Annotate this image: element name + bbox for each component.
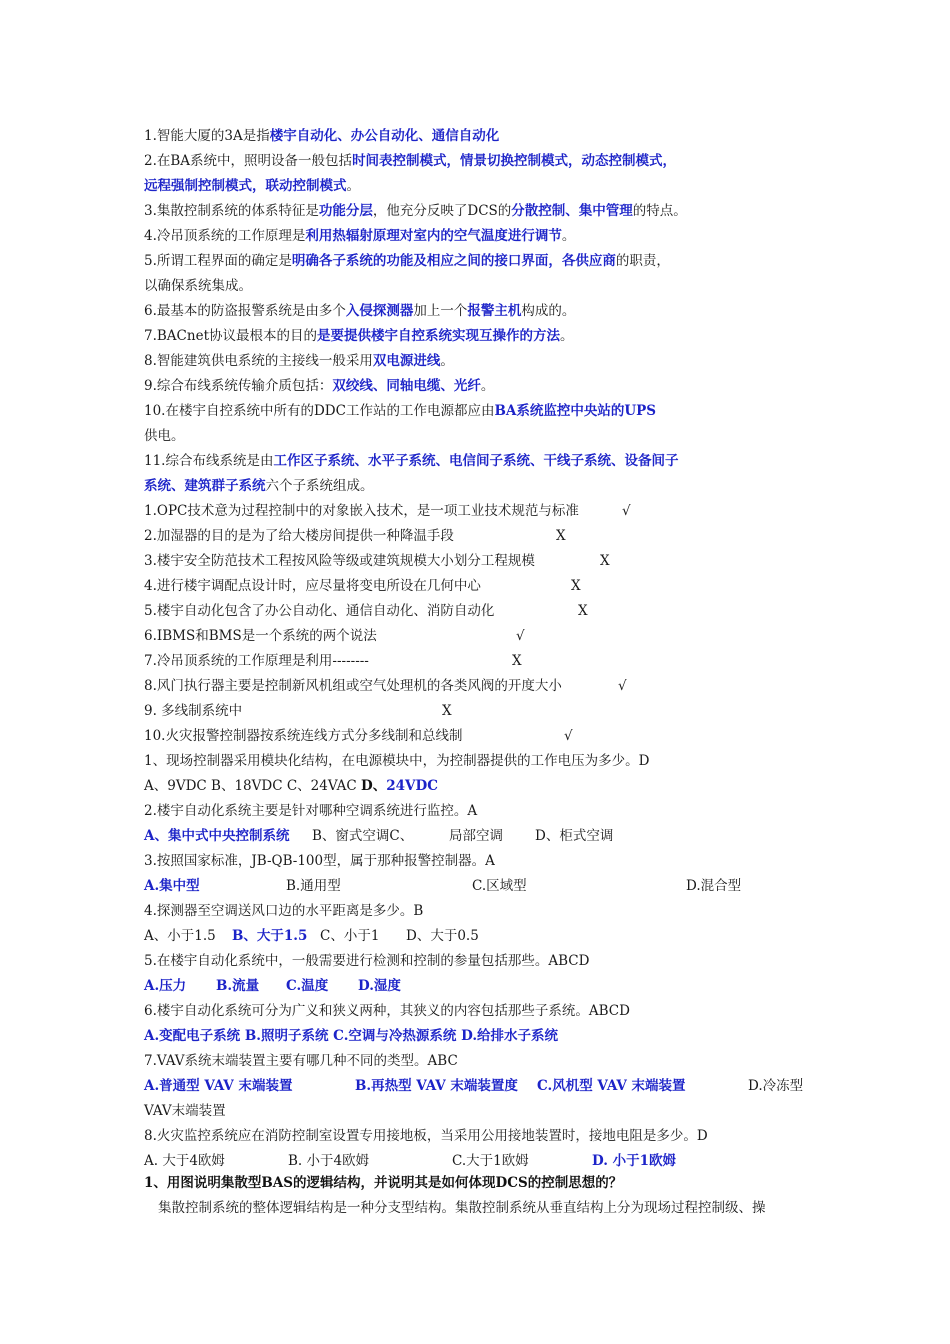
judge-mark: X xyxy=(578,603,588,619)
question-text: 1、现场控制器采用模块化结构，在电源模块中，为控制器提供的工作电压为多少。D xyxy=(144,753,650,769)
answer-text: B.再热型 VAV 末端装置度 xyxy=(355,1078,518,1094)
judge-item xyxy=(144,624,844,648)
question-text: 2.楼宇自动化系统主要是针对哪种空调系统进行监控。A xyxy=(144,803,478,819)
answer-text: 分散控制、集中管理 xyxy=(511,203,633,219)
fill-q6 xyxy=(144,299,575,323)
answer-label: D、 xyxy=(361,778,387,794)
question-text: 4.探测器至空调送风口边的水平距离是多少。B xyxy=(144,903,424,919)
question-text: 1.智能大厦的3A是指 xyxy=(144,128,270,144)
judge-mark: √ xyxy=(618,678,627,694)
fill-q2 xyxy=(144,149,676,173)
answer-text: D. 小于1欧姆 xyxy=(592,1153,677,1169)
answer-text: A.集中型 xyxy=(144,878,200,894)
question-text: 10.在楼宇自控系统中所有的DDC工作站的工作电源都应由 xyxy=(144,403,495,419)
judge-text: 9. 多线制系统中 xyxy=(144,703,243,719)
question-text: 6.楼宇自动化系统可分为广义和狭义两种，其狭义的内容包括那些子系统。ABCD xyxy=(144,1003,630,1019)
option-c: C.区域型 xyxy=(472,878,527,894)
fill-q2-cont xyxy=(144,174,360,198)
question-text: 7.VAV系统末端装置主要有哪几种不同的类型。ABC xyxy=(144,1053,458,1069)
judge-text: 4.进行楼宇调配点设计时，应尽量将变电所设在几何中心 xyxy=(144,578,481,594)
question-text: 9.综合布线系统传输介质包括： xyxy=(144,378,333,394)
choice-q3 xyxy=(144,849,495,873)
answer-text: 是要提供楼宇自控系统实现互操作的方法 xyxy=(317,328,560,344)
judge-mark: X xyxy=(512,653,522,669)
choice-q2 xyxy=(144,799,477,823)
question-text: ，他充分反映了DCS的 xyxy=(372,203,512,219)
question-text: 3.集散控制系统的体系特征是 xyxy=(144,203,319,219)
option-d: D、柜式空调 xyxy=(535,828,614,844)
choice-q5 xyxy=(144,949,589,973)
question-text: 5.所谓工程界面的确定是 xyxy=(144,253,292,269)
answer-text: C.风机型 VAV 末端装置 xyxy=(537,1078,686,1094)
answer-text: A.变配电子系统 B.照明子系统 C.空调与冷热源系统 D.给排水子系统 xyxy=(144,1028,559,1044)
option-a: A、小于1.5 xyxy=(144,928,216,944)
choice-q7-cont xyxy=(144,1099,226,1123)
question-text: 。 xyxy=(560,328,574,344)
choice-q6 xyxy=(144,999,630,1023)
judge-item xyxy=(144,524,844,548)
question-text: 。 xyxy=(440,353,454,369)
judge-text: 3.楼宇安全防范技术工程按风险等级或建筑规模大小划分工程规模 xyxy=(144,553,535,569)
answer-text: 时间表控制模式，情景切换控制模式，动态控制模式， xyxy=(352,153,677,169)
question-text: 2.在BA系统中，照明设备一般包括 xyxy=(144,153,353,169)
judge-item xyxy=(144,499,844,523)
answer-text: B、大于1.5 xyxy=(232,928,308,944)
judge-text: 6.IBMS和BMS是一个系统的两个说法 xyxy=(144,628,377,644)
answer-text: 双电源进线 xyxy=(372,353,441,369)
judge-item xyxy=(144,674,844,698)
fill-q7 xyxy=(144,324,574,348)
choice-q7 xyxy=(144,1049,458,1073)
option-b: B. 小于4欧姆 xyxy=(288,1153,370,1169)
judge-item xyxy=(144,724,844,748)
option-d: D.冷冻型 xyxy=(748,1078,804,1094)
judge-text: 10.火灾报警控制器按系统连线方式分多线制和总线制 xyxy=(144,728,463,744)
choice-q2-options xyxy=(144,824,844,848)
judge-mark: √ xyxy=(564,728,573,744)
choice-q8 xyxy=(144,1124,708,1148)
fill-q5-cont xyxy=(144,274,252,298)
option-d: D、大于0.5 xyxy=(406,928,479,944)
question-text: 。 xyxy=(561,228,576,244)
fill-q4 xyxy=(144,224,575,248)
answer-text: 功能分层 xyxy=(318,203,373,219)
answer-text: 入侵探测器 xyxy=(345,303,414,319)
option-a: A. 大于4欧姆 xyxy=(144,1153,225,1169)
fill-q10 xyxy=(144,399,656,423)
choice-q5-options xyxy=(144,974,844,998)
judge-item xyxy=(144,574,844,598)
question-text: 4.冷吊顶系统的工作原理是 xyxy=(144,228,306,244)
question-text: 供电。 xyxy=(144,428,185,444)
question-text: 3.按照国家标准，JB-QB-100型，属于那种报警控制器。A xyxy=(144,853,495,869)
judge-mark: X xyxy=(600,553,610,569)
question-text: 8.火灾监控系统应在消防控制室设置专用接地板，当采用公用接地装置时，接地电阻是多少。D xyxy=(144,1128,708,1144)
answer-text: A.普通型 VAV 末端装置 xyxy=(144,1078,293,1094)
judge-mark: √ xyxy=(516,628,525,644)
question-text: 7.BACnet协议最根本的目的 xyxy=(144,328,317,344)
fill-q8 xyxy=(144,349,454,373)
judge-mark: X xyxy=(556,528,566,544)
fill-q11 xyxy=(144,449,678,473)
answer-text: D.湿度 xyxy=(358,978,401,994)
answer-text: 明确各子系统的功能及相应之间的接口界面，各供应商 xyxy=(291,253,616,269)
answer-text: BA系统监控中央站的UPS xyxy=(494,403,657,419)
question-text: 5.在楼宇自动化系统中，一般需要进行检测和控制的参量包括那些。ABCD xyxy=(144,953,590,969)
option-c: C、小于1 xyxy=(320,928,380,944)
question-text: 六个子系统组成。 xyxy=(265,478,374,494)
answer-text: 系统、建筑群子系统 xyxy=(144,478,266,494)
question-text: 6.最基本的防盗报警系统是由多个 xyxy=(144,303,346,319)
judge-mark: √ xyxy=(622,503,631,519)
question-text: 11.综合布线系统是由 xyxy=(144,453,274,469)
answer-text: A、集中式中央控制系统 xyxy=(144,828,290,844)
choice-q1 xyxy=(144,749,649,773)
question-text: 的职责， xyxy=(615,253,670,269)
fill-q10-cont xyxy=(144,424,185,448)
choice-q6-options xyxy=(144,1024,558,1048)
option-c: C.大于1欧姆 xyxy=(452,1153,529,1169)
question-text: 8.智能建筑供电系统的主接线一般采用 xyxy=(144,353,373,369)
option-d: D.混合型 xyxy=(686,878,742,894)
judge-item xyxy=(144,549,844,573)
question-text: 以确保系统集成。 xyxy=(144,278,252,294)
judge-item xyxy=(144,649,844,673)
judge-text: 8.风门执行器主要是控制新风机组或空气处理机的各类风阀的开度大小 xyxy=(144,678,562,694)
choice-q4 xyxy=(144,899,423,923)
judge-item xyxy=(144,699,844,723)
question-text: 加上一个 xyxy=(413,303,468,319)
essay-question: 1、用图说明集散型BAS的逻辑结构，并说明其是如何体现DCS的控制思想的？ xyxy=(144,1175,623,1191)
judge-text: 7.冷吊顶系统的工作原理是利用-------- xyxy=(144,653,369,669)
judge-text: 5.楼宇自动化包含了办公自动化、通信自动化、消防自动化 xyxy=(144,603,495,619)
fill-q5 xyxy=(144,249,670,273)
essay-answer: 集散控制系统的整体逻辑结构是一种分支型结构。集散控制系统从垂直结构上分为现场过程控制级、操 xyxy=(158,1200,766,1216)
fill-q11-cont xyxy=(144,474,374,498)
judge-mark: X xyxy=(571,578,581,594)
answer-text: 远程强制控制模式，联动控制模式 xyxy=(144,178,347,194)
answer-text: 工作区子系统、水平子系统、电信间子系统、干线子系统、设备间子 xyxy=(273,453,679,469)
option-b: B.通用型 xyxy=(286,878,341,894)
answer-text: 楼宇自动化、办公自动化、通信自动化 xyxy=(269,128,500,144)
answer-text: 双绞线、同轴电缆、光纤 xyxy=(332,378,481,394)
options-text: VAV末端装置 xyxy=(144,1103,226,1119)
answer-text: B.流量 xyxy=(216,978,260,994)
option-c: 局部空调 xyxy=(449,828,503,844)
question-text: 。 xyxy=(346,178,360,194)
fill-q1 xyxy=(144,124,499,148)
answer-text: A.压力 xyxy=(144,978,187,994)
question-text: 的特点。 xyxy=(632,203,687,219)
judge-text: 1.OPC技术意为过程控制中的对象嵌入技术，是一项工业技术规范与标准 xyxy=(144,503,579,519)
question-text: 构成的。 xyxy=(521,303,576,319)
judge-mark: X xyxy=(442,703,452,719)
choice-q4-options xyxy=(144,924,844,948)
answer-text: C.温度 xyxy=(286,978,329,994)
answer-text: 报警主机 xyxy=(467,303,522,319)
answer-text: 24VDC xyxy=(386,778,438,794)
choice-q1-options xyxy=(144,774,438,798)
judge-text: 2.加湿器的目的是为了给大楼房间提供一种降温手段 xyxy=(144,528,454,544)
choice-q3-options xyxy=(144,874,844,898)
answer-text: 利用热辐射原理对室内的空气温度进行调节 xyxy=(305,228,562,244)
fill-q9 xyxy=(144,374,494,398)
judge-item xyxy=(144,599,844,623)
choice-q7-options xyxy=(144,1074,844,1098)
fill-q3 xyxy=(144,199,687,223)
question-text: 。 xyxy=(480,378,495,394)
options-text: A、9VDC B、18VDC C、24VAC xyxy=(144,778,362,794)
choice-q8-options xyxy=(144,1149,844,1173)
option-b: B、窗式空调C、 xyxy=(312,828,414,844)
